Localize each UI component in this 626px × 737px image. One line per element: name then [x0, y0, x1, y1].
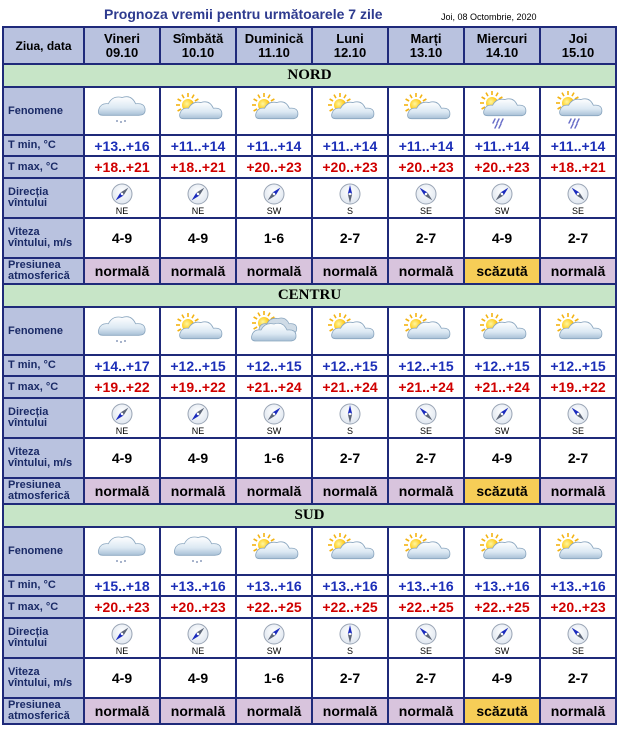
wind-direction-cell: [313, 179, 387, 217]
wind-direction-text: SW: [266, 425, 282, 436]
tmax-value: +18..+21: [541, 157, 615, 177]
tmin-value: +12..+15: [237, 356, 311, 375]
tmax-value: +22..+25: [237, 597, 311, 617]
row-label-phenomena: Fenomene: [4, 308, 83, 354]
tmin-value: +11..+14: [541, 136, 615, 155]
compass-icon: [541, 403, 615, 425]
mostly-cloudy-icon: [237, 311, 311, 351]
wind-direction-text: SE: [571, 205, 584, 216]
wind-speed-value: 2-7: [313, 659, 387, 697]
partly-cloudy-icon: [541, 531, 615, 571]
wind-direction-cell: [85, 179, 159, 217]
wind-direction-text: NE: [115, 425, 129, 436]
day-name: Luni: [336, 30, 364, 46]
row-label-wind-direction: Direcția vîntului: [4, 399, 83, 437]
tmax-value: +20..+23: [313, 157, 387, 177]
tmax-value: +21..+24: [465, 377, 539, 397]
partly-cloudy-icon: [313, 311, 387, 351]
pressure-value: normală: [237, 699, 311, 723]
partly-cloudy-icon: [237, 91, 311, 131]
pressure-value: scăzută: [465, 699, 539, 723]
wind-speed-value: 1-6: [237, 659, 311, 697]
header-day-date-label: Ziua, data: [4, 28, 83, 63]
wind-speed-value: 2-7: [313, 219, 387, 257]
row-label-wind-speed: Viteza vîntului, m/s: [4, 219, 83, 257]
tmin-value: +11..+14: [237, 136, 311, 155]
row-label-pressure: Presiunea atmosferică: [4, 699, 83, 723]
compass-icon: [313, 403, 387, 425]
weather-cell: [85, 88, 159, 134]
wind-direction-cell: [161, 179, 235, 217]
row-label-wind-direction: Direcția vîntului: [4, 619, 83, 657]
wind-direction-cell: [465, 619, 539, 657]
day-header: [541, 28, 615, 63]
pressure-value: normală: [85, 699, 159, 723]
cloudy-drizzle-icon: [85, 531, 159, 571]
weather-cell: [389, 88, 463, 134]
row-label-phenomena: Fenomene: [4, 528, 83, 574]
tmin-value: +12..+15: [313, 356, 387, 375]
wind-direction-cell: [313, 619, 387, 657]
wind-speed-value: 2-7: [389, 219, 463, 257]
tmax-value: +22..+25: [389, 597, 463, 617]
wind-speed-value: 4-9: [85, 219, 159, 257]
wind-direction-cell: [237, 619, 311, 657]
day-date: 14.10: [485, 44, 519, 60]
wind-direction-text: SW: [494, 645, 510, 656]
compass-icon: [389, 623, 463, 645]
compass-icon: [85, 183, 159, 205]
day-date: 10.10: [181, 44, 215, 60]
partly-cloudy-icon: [237, 531, 311, 571]
compass-icon: [389, 183, 463, 205]
tmin-value: +11..+14: [389, 136, 463, 155]
row-label-wind-direction: Direcția vîntului: [4, 179, 83, 217]
wind-direction-cell: [389, 619, 463, 657]
wind-direction-text: SW: [494, 425, 510, 436]
pressure-value: scăzută: [465, 259, 539, 283]
wind-direction-cell: [541, 179, 615, 217]
tmin-value: +12..+15: [389, 356, 463, 375]
weather-cell: [237, 308, 311, 354]
compass-icon: [465, 183, 539, 205]
compass-icon: [161, 183, 235, 205]
wind-direction-text: S: [346, 205, 353, 216]
day-header: [161, 28, 235, 63]
partly-cloudy-icon: [465, 531, 539, 571]
day-header: [85, 28, 159, 63]
compass-icon: [313, 623, 387, 645]
partly-cloudy-icon: [465, 311, 539, 351]
wind-speed-value: 4-9: [85, 439, 159, 477]
weather-cell: [237, 88, 311, 134]
tmax-value: +19..+22: [85, 377, 159, 397]
partly-cloudy-icon: [161, 311, 235, 351]
pressure-value: normală: [541, 259, 615, 283]
weather-cell: [161, 88, 235, 134]
pressure-value: normală: [237, 259, 311, 283]
compass-icon: [85, 403, 159, 425]
wind-speed-value: 2-7: [541, 439, 615, 477]
compass-icon: [237, 403, 311, 425]
partly-cloudy-icon: [313, 91, 387, 131]
weather-cell: [465, 528, 539, 574]
wind-speed-value: 2-7: [541, 219, 615, 257]
compass-icon: [313, 183, 387, 205]
weather-cell: [541, 528, 615, 574]
row-label-pressure: Presiunea atmosferică: [4, 259, 83, 283]
wind-speed-value: 2-7: [389, 439, 463, 477]
pressure-value: normală: [313, 259, 387, 283]
row-label-tmax: T max, °C: [4, 157, 83, 177]
tmax-value: +19..+22: [541, 377, 615, 397]
wind-direction-text: SW: [266, 645, 282, 656]
wind-direction-text: SE: [419, 205, 432, 216]
partly-cloudy-rain-icon: [541, 91, 615, 131]
pressure-value: normală: [237, 479, 311, 503]
tmin-value: +11..+14: [465, 136, 539, 155]
wind-direction-text: NE: [191, 425, 205, 436]
compass-icon: [237, 183, 311, 205]
tmax-value: +20..+23: [85, 597, 159, 617]
wind-direction-cell: [85, 619, 159, 657]
wind-direction-text: S: [346, 645, 353, 656]
row-label-tmin: T min, °C: [4, 356, 83, 375]
tmin-value: +12..+15: [465, 356, 539, 375]
weather-cell: [313, 308, 387, 354]
weather-cell: [85, 308, 159, 354]
pressure-value: scăzută: [465, 479, 539, 503]
weather-cell: [465, 88, 539, 134]
weather-cell: [313, 88, 387, 134]
partly-cloudy-icon: [161, 91, 235, 131]
forecast-table: [2, 26, 617, 725]
partly-cloudy-icon: [389, 91, 463, 131]
wind-speed-value: 4-9: [465, 439, 539, 477]
wind-direction-cell: [465, 399, 539, 437]
weather-cell: [465, 308, 539, 354]
tmin-value: +13..+16: [541, 576, 615, 595]
weather-cell: [389, 528, 463, 574]
partly-cloudy-icon: [389, 531, 463, 571]
title-bar: [0, 0, 626, 26]
wind-direction-cell: [389, 179, 463, 217]
day-name: Marți: [410, 30, 442, 46]
weather-cell: [237, 528, 311, 574]
wind-direction-text: NE: [115, 205, 129, 216]
row-label-tmax: T max, °C: [4, 597, 83, 617]
pressure-value: normală: [389, 699, 463, 723]
row-label-tmax: T max, °C: [4, 377, 83, 397]
tmax-value: +21..+24: [389, 377, 463, 397]
wind-speed-value: 1-6: [237, 219, 311, 257]
wind-direction-cell: [541, 619, 615, 657]
tmin-value: +13..+16: [313, 576, 387, 595]
wind-direction-text: NE: [191, 645, 205, 656]
pressure-value: normală: [389, 259, 463, 283]
tmin-value: +13..+16: [389, 576, 463, 595]
row-label-tmin: T min, °C: [4, 576, 83, 595]
wind-direction-cell: [161, 399, 235, 437]
tmax-value: +21..+24: [237, 377, 311, 397]
tmin-value: +12..+15: [161, 356, 235, 375]
wind-direction-cell: [465, 179, 539, 217]
wind-speed-value: 4-9: [161, 659, 235, 697]
tmin-value: +11..+14: [313, 136, 387, 155]
pressure-value: normală: [541, 699, 615, 723]
day-header: [389, 28, 463, 63]
day-date: 12.10: [333, 44, 367, 60]
partly-cloudy-rain-icon: [465, 91, 539, 131]
tmax-value: +18..+21: [85, 157, 159, 177]
compass-icon: [465, 403, 539, 425]
wind-direction-text: SE: [571, 425, 584, 436]
tmin-value: +13..+16: [237, 576, 311, 595]
row-label-phenomena: Fenomene: [4, 88, 83, 134]
day-name: Miercuri: [476, 30, 528, 46]
pressure-value: normală: [389, 479, 463, 503]
day-date: 15.10: [561, 44, 595, 60]
pressure-value: normală: [161, 699, 235, 723]
wind-direction-cell: [161, 619, 235, 657]
tmin-value: +11..+14: [161, 136, 235, 155]
cloudy-drizzle-icon: [161, 531, 235, 571]
wind-direction-cell: [237, 399, 311, 437]
pressure-value: normală: [313, 699, 387, 723]
day-date: 11.10: [258, 44, 290, 60]
compass-icon: [161, 623, 235, 645]
wind-speed-value: 4-9: [465, 219, 539, 257]
pressure-value: normală: [161, 479, 235, 503]
row-label-pressure: Presiunea atmosferică: [4, 479, 83, 503]
section-header: NORD: [4, 65, 615, 86]
wind-direction-text: NE: [115, 645, 129, 656]
weather-cell: [313, 528, 387, 574]
wind-direction-text: SW: [266, 205, 282, 216]
day-name: Joi: [568, 30, 588, 46]
wind-direction-text: SE: [419, 425, 432, 436]
tmin-value: +14..+17: [85, 356, 159, 375]
tmin-value: +13..+16: [85, 136, 159, 155]
wind-direction-cell: [85, 399, 159, 437]
day-header: [313, 28, 387, 63]
weather-cell: [85, 528, 159, 574]
section-header: SUD: [4, 505, 615, 526]
tmin-value: +13..+16: [465, 576, 539, 595]
day-date: 13.10: [409, 44, 443, 60]
wind-direction-text: NE: [191, 205, 205, 216]
day-header: [237, 28, 311, 63]
day-name: Duminică: [244, 30, 304, 46]
day-name: Sîmbătă: [172, 30, 224, 46]
wind-speed-value: 4-9: [85, 659, 159, 697]
row-label-wind-speed: Viteza vîntului, m/s: [4, 439, 83, 477]
cloudy-drizzle-icon: [85, 91, 159, 131]
wind-speed-value: 2-7: [389, 659, 463, 697]
compass-icon: [389, 403, 463, 425]
tmax-value: +20..+23: [161, 597, 235, 617]
wind-direction-text: SW: [494, 205, 510, 216]
tmax-value: +20..+23: [389, 157, 463, 177]
weather-cell: [541, 308, 615, 354]
wind-direction-cell: [541, 399, 615, 437]
day-name: Vineri: [104, 30, 140, 46]
compass-icon: [541, 183, 615, 205]
tmax-value: +22..+25: [465, 597, 539, 617]
compass-icon: [541, 623, 615, 645]
partly-cloudy-icon: [389, 311, 463, 351]
page-title: Prognoza vremii pentru următoarele 7 zile: [104, 6, 383, 22]
weather-cell: [161, 308, 235, 354]
forecast-date: Joi, 08 Octombrie, 2020: [441, 12, 537, 22]
pressure-value: normală: [313, 479, 387, 503]
wind-direction-cell: [313, 399, 387, 437]
pressure-value: normală: [541, 479, 615, 503]
day-date: 09.10: [105, 44, 139, 60]
tmin-value: +13..+16: [161, 576, 235, 595]
wind-speed-value: 4-9: [161, 219, 235, 257]
partly-cloudy-icon: [313, 531, 387, 571]
row-label-tmin: T min, °C: [4, 136, 83, 155]
tmax-value: +19..+22: [161, 377, 235, 397]
tmax-value: +18..+21: [161, 157, 235, 177]
pressure-value: normală: [85, 479, 159, 503]
wind-direction-text: S: [346, 425, 353, 436]
cloudy-drizzle-icon: [85, 311, 159, 351]
tmax-value: +20..+23: [465, 157, 539, 177]
tmax-value: +20..+23: [541, 597, 615, 617]
pressure-value: normală: [85, 259, 159, 283]
section-header: CENTRU: [4, 285, 615, 306]
tmin-value: +12..+15: [541, 356, 615, 375]
row-label-wind-speed: Viteza vîntului, m/s: [4, 659, 83, 697]
wind-direction-cell: [237, 179, 311, 217]
wind-direction-text: SE: [571, 645, 584, 656]
weather-cell: [541, 88, 615, 134]
weather-cell: [389, 308, 463, 354]
compass-icon: [85, 623, 159, 645]
compass-icon: [237, 623, 311, 645]
tmax-value: +21..+24: [313, 377, 387, 397]
compass-icon: [465, 623, 539, 645]
pressure-value: normală: [161, 259, 235, 283]
day-header: [465, 28, 539, 63]
wind-speed-value: 4-9: [465, 659, 539, 697]
wind-speed-value: 1-6: [237, 439, 311, 477]
wind-direction-text: SE: [419, 645, 432, 656]
wind-speed-value: 2-7: [313, 439, 387, 477]
tmin-value: +15..+18: [85, 576, 159, 595]
compass-icon: [161, 403, 235, 425]
wind-speed-value: 4-9: [161, 439, 235, 477]
wind-direction-cell: [389, 399, 463, 437]
tmax-value: +20..+23: [237, 157, 311, 177]
partly-cloudy-icon: [541, 311, 615, 351]
tmax-value: +22..+25: [313, 597, 387, 617]
wind-speed-value: 2-7: [541, 659, 615, 697]
weather-cell: [161, 528, 235, 574]
